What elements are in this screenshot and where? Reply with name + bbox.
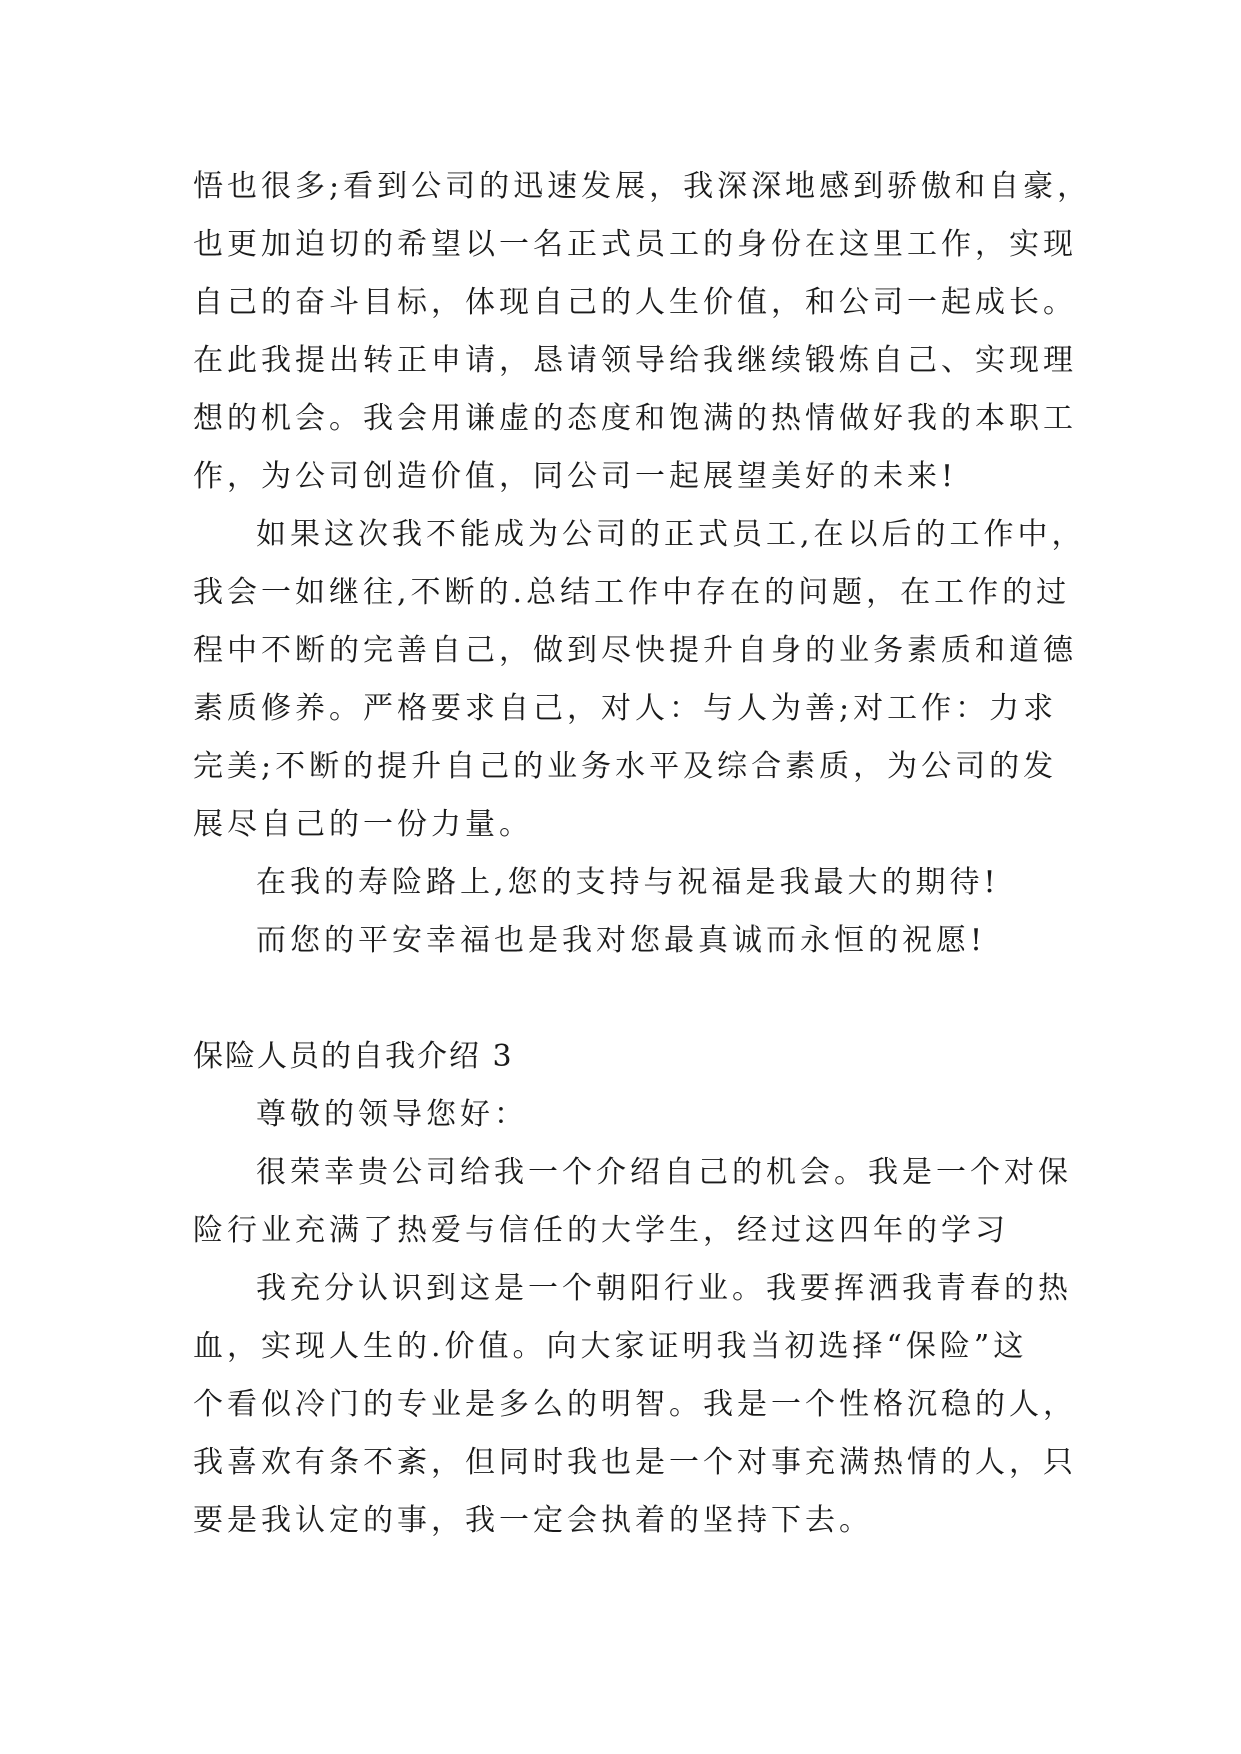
paragraph-line: 作，为公司创造价值，同公司一起展望美好的未来! xyxy=(193,459,958,494)
paragraph-line: 血，实现人生的.价值。向大家证明我当初选择“保险”这 xyxy=(193,1329,1028,1364)
paragraph-line: 自己的奋斗目标，体现自己的人生价值，和公司一起成长。 xyxy=(193,285,1077,320)
paragraph-line: 素质修养。严格要求自己，对人：与人为善;对工作：力求 xyxy=(193,691,1058,726)
paragraph-line: 完美;不断的提升自己的业务水平及综合素质，为公司的发 xyxy=(193,749,1058,784)
paragraph-line: 在我的寿险路上,您的支持与祝福是我最大的期待! xyxy=(256,865,1000,900)
paragraph-line: 我充分认识到这是一个朝阳行业。我要挥洒我青春的热 xyxy=(256,1271,1072,1306)
paragraph-line: 个看似冷门的专业是多么的明智。我是一个性格沉稳的人， xyxy=(193,1387,1077,1422)
paragraph-line: 也更加迫切的希望以一名正式员工的身份在这里工作，实现 xyxy=(193,227,1077,262)
paragraph-line: 我喜欢有条不紊，但同时我也是一个对事充满热情的人，只 xyxy=(193,1445,1077,1480)
paragraph-line: 而您的平安幸福也是我对您最真诚而永恒的祝愿! xyxy=(256,923,987,958)
paragraph-line: 我会一如继往,不断的.总结工作中存在的问题，在工作的过 xyxy=(193,575,1071,610)
paragraph-line: 程中不断的完善自己，做到尽快提升自身的业务素质和道德 xyxy=(193,633,1077,668)
paragraph-line: 想的机会。我会用谦虚的态度和饱满的热情做好我的本职工 xyxy=(193,401,1077,436)
paragraph-line: 在此我提出转正申请，恳请领导给我继续锻炼自己、实现理 xyxy=(193,343,1077,378)
paragraph-line: 要是我认定的事，我一定会执着的坚持下去。 xyxy=(193,1503,873,1538)
paragraph-line: 悟也很多;看到公司的迅速发展，我深深地感到骄傲和自豪， xyxy=(193,169,1092,204)
paragraph-line: 很荣幸贵公司给我一个介绍自己的机会。我是一个对保 xyxy=(256,1155,1072,1190)
paragraph-line: 如果这次我不能成为公司的正式员工,在以后的工作中， xyxy=(256,517,1086,552)
paragraph-line: 展尽自己的一份力量。 xyxy=(193,807,533,842)
section-title: 保险人员的自我介绍 3 xyxy=(193,1039,514,1074)
paragraph-line: 险行业充满了热爱与信任的大学生，经过这四年的学习 xyxy=(193,1213,1009,1248)
greeting-line: 尊敬的领导您好： xyxy=(256,1097,528,1132)
